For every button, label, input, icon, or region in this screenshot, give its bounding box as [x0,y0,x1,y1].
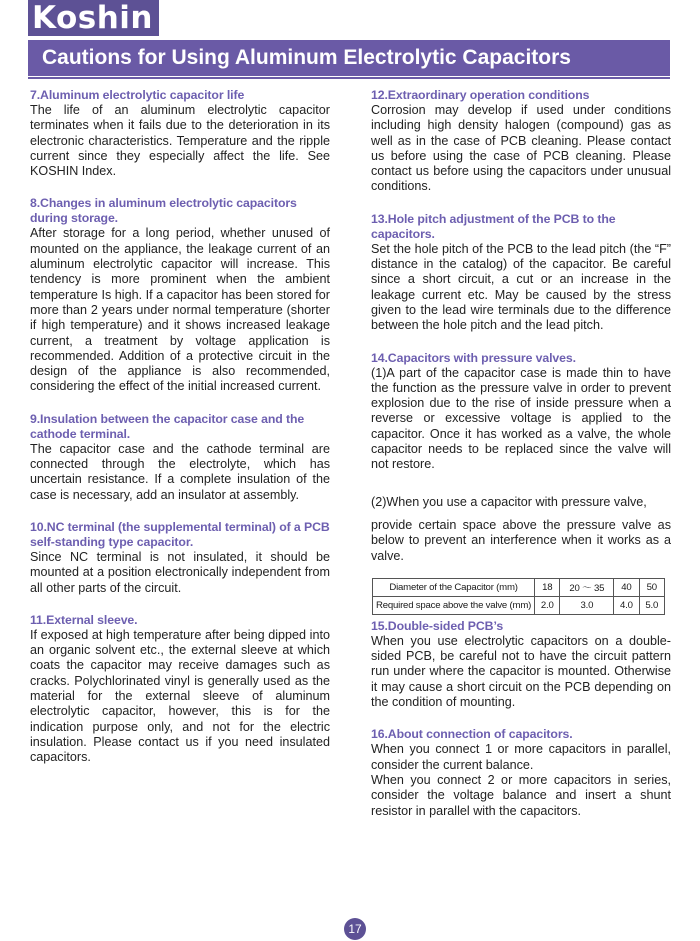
table-cell: 40 [614,578,639,596]
section-text: When you connect 1 or more capacitors in parallel, consider the current balance. [371,742,671,772]
section-heading: 15.Double-sided PCB’s [371,618,504,633]
section-text: (1)A part of the capacitor case is made thin to have the function as the pressure valve in order to prevent explosion due to the rise of inside pressure when a reverse or excessive voltage is applied to the capacitor. Once it has worked as a valve, the whole capacitor needs to be replaced since the valve will not restore. [371,365,671,472]
section-heading: 7.Aluminum electrolytic capacitor life [30,88,245,102]
section-text: After storage for a long period, whether unused of mounted on the appliance, the leakage current of an aluminum electrolytic capacitor will increase. This tendency is more prominent when the ambient temperature Is high. If a capacitor has been stored for more than 2 years under normal temperature (shorter if high temperature) and it shows increased leakage current, a treatment by voltage application is recommended. Addition of a protective circuit in the design of the appliance is also recommended, considering the effect of the initial increased current. [30,226,330,394]
section-text: The capacitor case and the cathode terminal are connected through the electrolyte, which has uncertain resistance. If a complete insulation of the case is necessary, add an insulator at assembly. [30,441,330,502]
page-title: Cautions for Using Aluminum Electrolytic Capacitors [28,40,670,76]
table-row [373,596,665,614]
table-cell: 3.0 [560,596,614,614]
section-12 [371,88,671,195]
section-heading: 13.Hole pitch adjustment of the PCB to the capacitors. [371,211,616,241]
section-10 [30,520,330,596]
section-heading: 10.NC terminal (the supplemental terminal) of a PCB self-standing type capacitor. [30,519,330,549]
section-9 [30,412,330,503]
section-text: provide certain space above the pressure valve as below to prevent an interference when it works as a valve. [371,517,671,563]
page-number: 17 [344,918,366,940]
table-cell: 18 [535,578,560,596]
section-text: Corrosion may develop if used under conditions including high density halogen (compound) gas as well as in the case of PCB cleaning. Please contact us before using the case of PCB cleaning. Please contact us before using the capacitors under unusual conditions. [371,103,671,194]
section-7 [30,88,330,179]
section-heading: 11.External sleeve. [30,612,138,627]
section-heading: 14.Capacitors with pressure valves. [371,350,576,365]
table-cell: 2.0 [535,596,560,614]
koshin-logo: Koshin [28,0,159,36]
table-cell: 50 [639,578,664,596]
table-row [373,578,665,596]
table-cell: 20 ～ 35 [560,578,614,596]
valve-space-table [372,578,665,615]
section-text: (2)When you use a capacitor with pressure valve, [371,494,647,509]
section-16 [371,727,671,818]
table-header-cell: Required space above the valve (mm) [373,596,535,614]
right-column [371,88,671,836]
section-heading: 12.Extraordinary operation conditions [371,88,590,102]
spacer [371,473,671,495]
section-text: When you use electrolytic capacitors on a double-sided PCB, be careful not to have the circuit pattern run under where the capacitor is mounted. Otherwise it may cause a short circuit on the PCB depending on the condition of mounting. [371,633,671,710]
table-header-cell: Diameter of the Capacitor (mm) [373,578,535,596]
section-14 [371,351,671,615]
left-column [30,88,330,783]
section-text: Since NC terminal is not insulated, it should be mounted at a position electronically independent from all other parts of the circuit. [30,549,330,595]
section-8 [30,196,330,394]
section-text: The life of an aluminum electrolytic capacitor terminates when it fails due to the deterioration in its electronic characteristics. Temperature and the ripple current since they especially affect the life. See KOSHIN Index. [30,103,330,179]
section-13 [371,212,671,334]
spacer [371,510,671,518]
section-text: Set the hole pitch of the PCB to the lead pitch (the “F” distance in the catalog) of the capacitor. Be careful since a short circuit, a cut or an increase in the leakage current etc. May be caused by the stress given to the lead wire terminals due to the difference between the hole pitch and the lead pitch. [371,241,671,333]
table-cell: 5.0 [639,596,664,614]
section-heading: 9.Insulation between the capacitor case and the cathode terminal. [30,411,305,441]
section-text: When you connect 2 or more capacitors in series, consider the voltage balance and insert a shunt resistor in parallel with the capacitors. [371,772,671,818]
section-15 [371,619,671,710]
section-heading: 8.Changes in aluminum electrolytic capacitors during storage. [30,196,297,226]
table-cell: 4.0 [614,596,639,614]
section-heading: 16.About connection of capacitors. [371,727,573,742]
section-text: If exposed at high temperature after being dipped into an organic solvent etc., the external sleeve at which coats the capacitor may receive damages such as cracks. Polychlorinated vinyl is generally used as the material for the external sleeve of aluminum electrolytic capacitor, however, this is for the indication purpose only, and not for the electric insulation. Please contact us if you need insulated capacitors. [30,627,330,765]
section-11 [30,613,330,766]
